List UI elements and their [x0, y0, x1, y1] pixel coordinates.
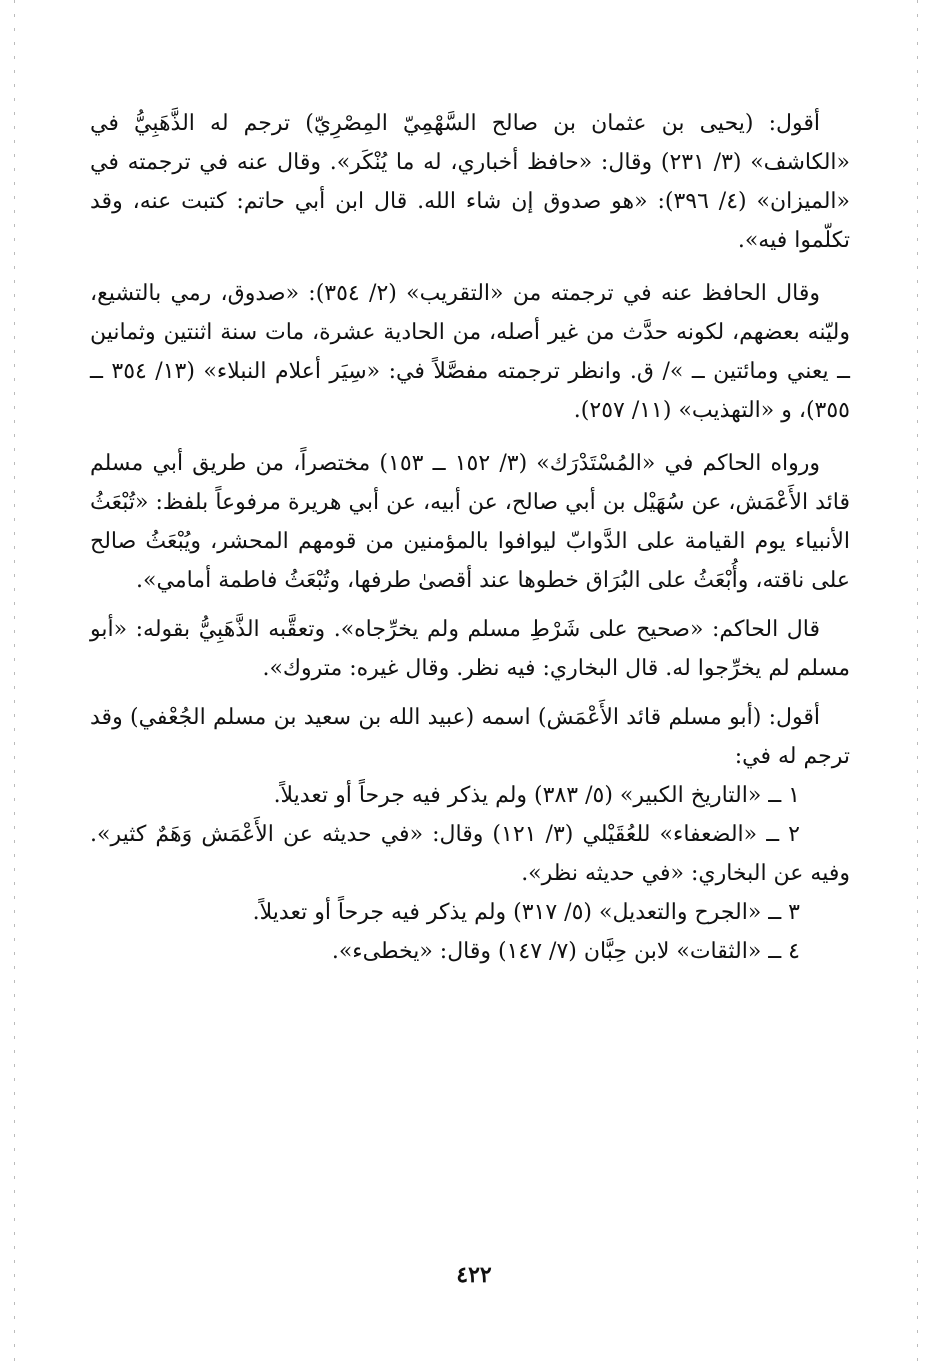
- source-list-item: ٢ ــ «الضعفاء» للعُقَيْلي (٣/ ١٢١) وقال: «في حديثه عن الأَعْمَش وَهَمٌ كثير». وفيه عن البخاري: «في حديثه نظر».: [90, 822, 850, 886]
- text-line: أبي مسلم قائد الأَعْمَش، عن سُهَيْل بن أبي صالح، عن أبيه، عن أبي هريرة: [90, 451, 850, 515]
- text-line: ورواه الحاكم في «المُسْتَدْرَك» (٣/ ١٥٢ ــ ١٥٣) مختصراً، من طريق: [192, 451, 821, 476]
- paragraph-hakim-narration: [90, 444, 850, 600]
- scan-edge-right: [917, 0, 918, 1372]
- text-line: «الكاشف» (٣/ ٢٣١) وقال: «حافظ أخباري، له ما يُنْكَر». وقال عنه في ترجمته: [127, 150, 851, 175]
- source-list-item: ٤ ــ «الثقات» لابن حِبَّان (٧/ ١٤٧) وقال: «يخطىء».: [331, 939, 800, 964]
- text-line: وقال الحافظ عنه في ترجمته من «التقريب» (٢/ ٣٥٤): «صدوق، رمي: [170, 281, 821, 306]
- text-line: النبلاء» (١٣/ ٣٥٤ ــ ٣٥٥)، و «التهذيب» (١١/ ٢٥٧).: [90, 359, 850, 423]
- paragraph-hakim-verdict: [90, 610, 850, 688]
- paragraph-abu-muslim: [90, 698, 850, 776]
- page-number: ٤٢٢: [456, 1262, 492, 1288]
- text-line: أقول: (أبو مسلم قائد الأَعْمَش) اسمه (عبيد الله بن سعيد بن مسلم الجُعْفي): [130, 705, 820, 730]
- text-line: بقوله: «أبو مسلم لم يخرِّجوا له. قال البخاري: فيه نظر. وقال غيره: متروك».: [90, 617, 850, 681]
- text-line: وقد ترجم له في:: [90, 705, 850, 769]
- scan-edge-left: [14, 0, 15, 1372]
- text-line: وتُبْعَثُ فاطمة أمامي».: [136, 568, 341, 593]
- paragraph-taqrib: [90, 274, 850, 430]
- text-line: في «الميزان» (٤/ ٣٩٦): «هو صدوق إن شاء الله. قال ابن أبي حاتم: كتبت عنه،: [90, 150, 851, 214]
- text-line: قال الحاكم: «صحيح على شَرْطِ مسلم ولم يخرِّجاه». وتعقَّبه الذَّهَبِيُّ: [198, 617, 820, 642]
- text-line: أقول: (يحيى بن عثمان بن صالح السَّهْمِيّ المِصْرِيّ) ترجم له الذَّهَبِيُّ في: [90, 111, 820, 136]
- text-line: وقد تكلّموا فيه».: [90, 189, 850, 253]
- source-list-item: ٣ ــ «الجرح والتعديل» (٥/ ٣١٧) ولم يذكر فيه جرحاً أو تعديلاً.: [252, 900, 800, 925]
- source-list-item: ١ ــ «التاريخ الكبير» (٥/ ٣٨٣) ولم يذكر فيه جرحاً أو تعديلاً.: [273, 783, 800, 808]
- text-line: اثنتين وثمانين ــ يعني ومائتين ــ »/ ق. وانظر ترجمته مفصَّلاً في: «سِيَر أعلام: [90, 320, 851, 384]
- paragraph-yahya-translation: [90, 104, 850, 260]
- text-line: مرفوعاً بلفظ: «تُبْعَثُ الأنبياء يوم القيامة على الدَّوابّ ليوافوا بالمؤمنين من قومهم: [90, 490, 850, 554]
- text-line: المحشر، ويُبْعَثُ صالح على ناقته، وأُبْعَثُ على البُرَاق خطوها عند أقصىٰ طرفها،: [90, 529, 850, 593]
- text-line: بالتشيع، وليّنه بعضهم، لكونه حدَّث من غير أصله، من الحادية عشرة، مات سنة: [90, 281, 850, 345]
- main-text: [90, 104, 850, 971]
